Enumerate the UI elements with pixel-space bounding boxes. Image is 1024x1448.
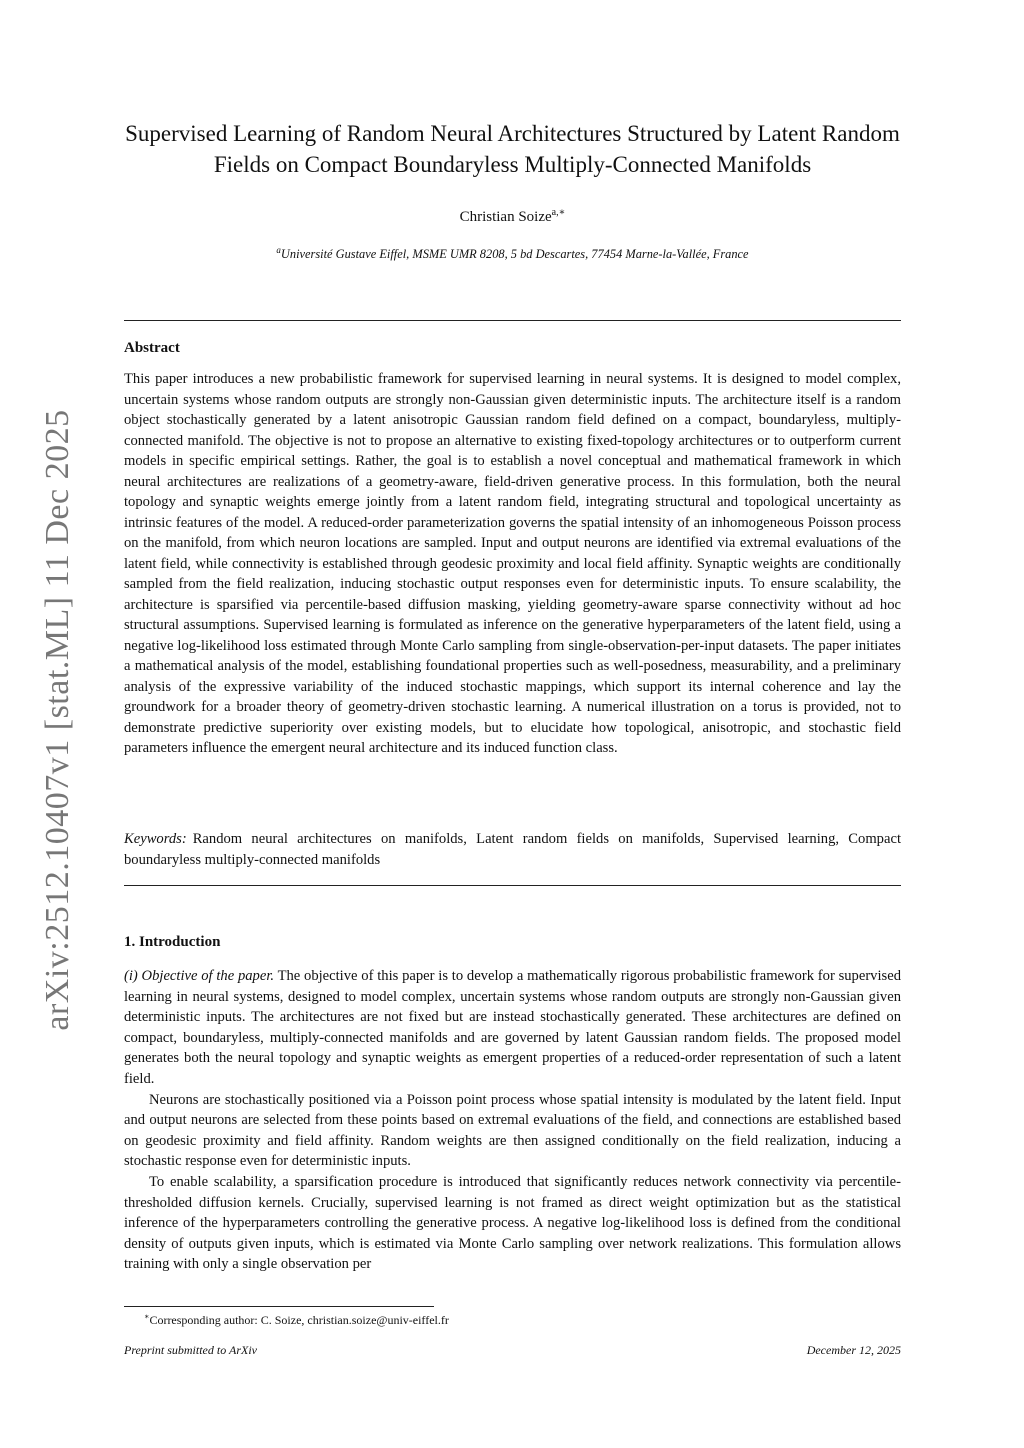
affiliation [124,245,901,262]
abstract-text: This paper introduces a new probabilistic framework for supervised learning in neural systems. It is designed to model complex, uncertain systems whose random outputs are strongly non-Gaussian given deterministic inputs. The architecture itself is a random object stochastically generated by a latent anisotropic Gaussian random field defined on a compact, boundaryless, multiply-connected manifold. The objective is not to propose an alternative to existing fixed-topology architectures or to outperform current models in specific empirical settings. Rather, the goal is to establish a novel conceptual and mathematical framework in which neural architectures are realizations of a geometry-aware, field-driven generative process. In this formulation, both the neural topology and synaptic weights emerge jointly from a latent random field, integrating structural and topological uncertainty as intrinsic features of the model. A reduced-order parameterization governs the spatial intensity of an inhomogeneous Poisson process on the manifold, from which neuron locations are sampled. Input and output neurons are identified via extremal evaluations of the latent field, while connectivity is established through geodesic proximity and local field affinity. Synaptic weights are conditionally sampled from the field realization, inducing stochastic output responses even for deterministic inputs. To ensure scalability, the architecture is sparsified via percentile-based diffusion masking, yielding geometry-aware sparse connectivity without ad hoc structural assumptions. Supervised learning is formulated as inference on the generative hyperparameters of the latent field, using a negative log-likelihood loss estimated through Monte Carlo sampling from single-observation-per-input datasets. The paper initiates a mathematical analysis of the model, establishing foundational properties such as well-posedness, measurability, and a preliminary analysis of the expressive variability of the induced stochastic mappings, which support its internal coherence and lay the groundwork for a broader theory of geometry-driven stochastic learning. A numerical illustration on a torus is provided, not to demonstrate predictive superiority over existing models, but to elucidate how topological, anisotropic, and stochastic field parameters influence the emergent neural architecture and its induced function class. [124,371,901,756]
affiliation-mark: a [276,245,281,255]
footer-date: December 12, 2025 [806,1343,901,1357]
section-heading-introduction: 1. Introduction [124,934,221,950]
author-line [124,207,901,226]
intro-paragraph-2: Neurons are stochastically positioned via a Poisson point process whose spatial intensity is modulated by the latent field. Input and output neurons are selected from these points based on extremal evaluations of the field, and connections are established based on geodesic proximity and field affinity. Random weights are then assigned conditionally on the field realization, inducing a stochastic response even for deterministic inputs. [124,1091,901,1170]
top-rule [124,320,901,321]
arxiv-identifier: arXiv:2512.10407v1 [stat.ML] 11 Dec 2025 [39,409,76,1031]
intro-paragraph-1 [124,966,901,1090]
intro-paragraph-3: To enable scalability, a sparsification procedure is introduced that significantly reduces network connectivity via percentile-thresholded diffusion kernels. Crucially, supervised learning is not framed as direct weight optimization but as the statistical inference of the hyperparameters controlling the generative process. A negative log-likelihood loss is defined from the conditional density of outputs given inputs, which is estimated via Monte Carlo sampling over network realizations. This formulation allows training with only a single observation per [124,1173,901,1273]
author-name: Christian Soize [459,209,552,225]
keywords [124,829,901,871]
affiliation-text: Université Gustave Eiffel, MSME UMR 8208, 5 bd Descartes, 77454 Marne-la-Vallée, France [280,247,749,262]
abstract-heading: Abstract [124,340,180,356]
footer-preprint-note: Preprint submitted to ArXiv [124,1343,257,1357]
paper-title: Supervised Learning of Random Neural Architectures Structured by Latent Random Fields on Compact Boundaryless Multiply-Connected Manifolds [125,121,900,177]
footnote-rule [124,1306,434,1307]
footnote-text: Corresponding author: C. Soize, christian.soize@univ-eiffel.fr [149,1313,449,1327]
keywords-text: Random neural architectures on manifolds, Latent random fields on manifolds, Supervised learning, Compact boundaryless multiply-connected manifolds [124,831,901,868]
introduction-body [124,966,901,1275]
keywords-label: Keywords: [124,831,187,847]
footnote [124,1312,901,1328]
author-marks: a,∗ [551,207,566,218]
intro-paragraph-lead: (i) Objective of the paper. [124,968,275,984]
intro-paragraph-1-text: The objective of this paper is to develop a mathematically rigorous probabilistic framework for supervised learning in neural systems, designed to model complex, uncertain systems whose random outputs are strongly non-Gaussian given deterministic inputs. The architectures are not fixed but are instead stochastically generated. These architectures are defined on compact, boundaryless, multiply-connected manifolds and are governed by latent Gaussian random fields. The proposed model generates both the neural topology and synaptic weights as emergent properties of a reduced-order representation of such a latent field. [124,968,901,1087]
abstract-bottom-rule [124,885,901,886]
footnote-mark: ∗ [144,1312,150,1321]
